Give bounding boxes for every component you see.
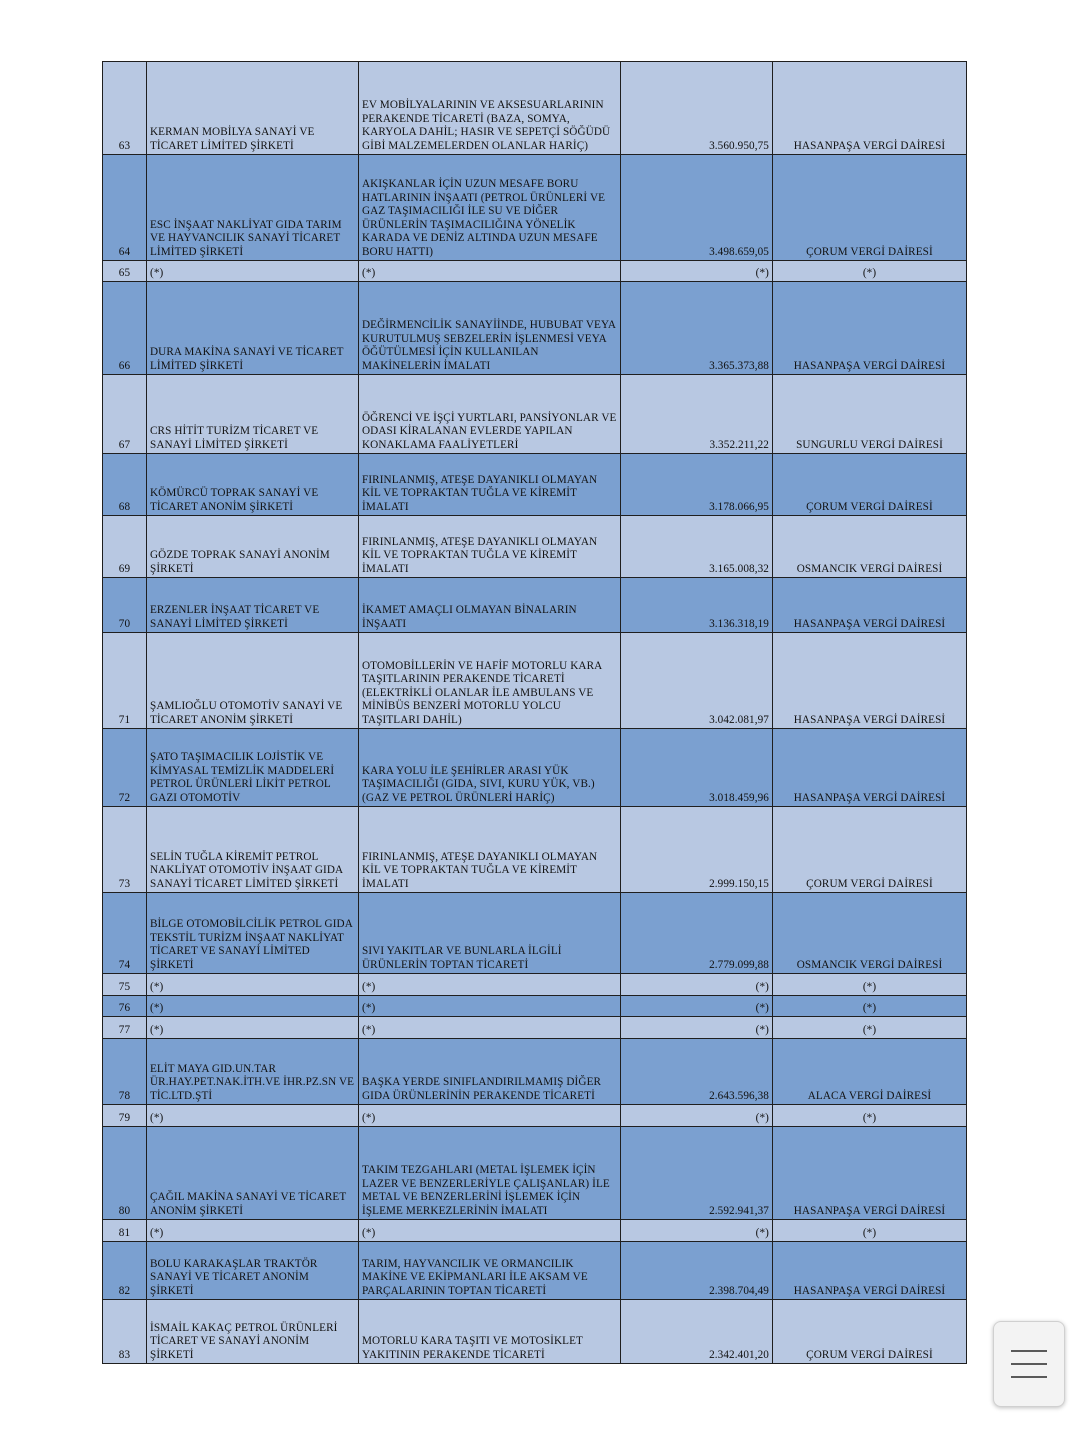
activity-description: MOTORLU KARA TAŞITI VE MOTOSİKLET YAKITININ PERAKENDE TİCARETİ xyxy=(359,1300,621,1364)
table-row xyxy=(103,1242,967,1300)
activity-description: (*) xyxy=(359,1017,621,1039)
amount: 3.498.659,05 xyxy=(621,155,773,261)
company-name: (*) xyxy=(147,1220,359,1242)
activity-description: FIRINLANMIŞ, ATEŞE DAYANIKLI OLMAYAN KİL VE TOPRAKTAN TUĞLA VE KİREMİT İMALATI xyxy=(359,807,621,893)
tax-office: ALACA VERGİ DAİRESİ xyxy=(773,1039,967,1105)
tax-office: ÇORUM VERGİ DAİRESİ xyxy=(773,454,967,516)
company-name: (*) xyxy=(147,261,359,282)
amount: 2.643.596,38 xyxy=(621,1039,773,1105)
tax-office: ÇORUM VERGİ DAİRESİ xyxy=(773,1300,967,1364)
activity-description: OTOMOBİLLERİN VE HAFİF MOTORLU KARA TAŞITLARININ PERAKENDE TİCARETİ (ELEKTRİKLİ OLANLAR İLE AMBULANS VE MİNİBÜS BENZERİ MOTORLU YOLCU TAŞITLARI DAHİL) xyxy=(359,633,621,729)
row-number: 83 xyxy=(103,1300,147,1364)
table-row xyxy=(103,282,967,375)
amount: 3.178.066,95 xyxy=(621,454,773,516)
amount: 3.165.008,32 xyxy=(621,516,773,578)
table-row xyxy=(103,1039,967,1105)
row-number: 80 xyxy=(103,1127,147,1220)
activity-description: TAKIM TEZGAHLARI (METAL İŞLEMEK İÇİN LAZER VE BENZERLERİYLE ÇALIŞANLAR) İLE METAL VE BENZERLERİNİ İŞLEMEK İÇİN İŞLEME MERKEZLERİNİN İMALATI xyxy=(359,1127,621,1220)
table-row xyxy=(103,974,967,996)
row-number: 82 xyxy=(103,1242,147,1300)
table-row xyxy=(103,516,967,578)
table-row xyxy=(103,261,967,282)
tax-office: OSMANCIK VERGİ DAİRESİ xyxy=(773,516,967,578)
amount: (*) xyxy=(621,261,773,282)
activity-description: EV MOBİLYALARININ VE AKSESUARLARININ PERAKENDE TİCARETİ (BAZA, SOMYA, KARYOLA DAHİL; HASIR VE SEPETÇİ SÖĞÜDÜ GİBİ MALZEMELERDEN OLANLAR HARİÇ) xyxy=(359,62,621,155)
tax-list-table xyxy=(102,61,967,1364)
company-name: (*) xyxy=(147,1105,359,1127)
company-name: DURA MAKİNA SANAYİ VE TİCARET LİMİTED ŞİRKETİ xyxy=(147,282,359,375)
company-name: KÖMÜRCÜ TOPRAK SANAYİ VE TİCARET ANONİM ŞİRKETİ xyxy=(147,454,359,516)
tax-office: ÇORUM VERGİ DAİRESİ xyxy=(773,155,967,261)
hamburger-menu-icon xyxy=(1011,1350,1047,1352)
activity-description: (*) xyxy=(359,261,621,282)
table-row xyxy=(103,1220,967,1242)
amount: (*) xyxy=(621,974,773,996)
activity-description: AKIŞKANLAR İÇİN UZUN MESAFE BORU HATLARININ İNŞAATI (PETROL ÜRÜNLERİ VE GAZ TAŞIMACILIĞI İLE SU VE DİĞER ÜRÜNLERİN TAŞIMACILIĞINA YÖNELİK KARADA VE DENİZ ALTINDA UZUN MESAFE BORU HATTI) xyxy=(359,155,621,261)
row-number: 67 xyxy=(103,375,147,454)
amount: 3.042.081,97 xyxy=(621,633,773,729)
company-name: GÖZDE TOPRAK SANAYİ ANONİM ŞİRKETİ xyxy=(147,516,359,578)
amount: 2.779.099,88 xyxy=(621,893,773,974)
activity-description: (*) xyxy=(359,1105,621,1127)
company-name: (*) xyxy=(147,974,359,996)
table-row xyxy=(103,578,967,633)
row-number: 69 xyxy=(103,516,147,578)
tax-office: (*) xyxy=(773,1017,967,1039)
tax-office: HASANPAŞA VERGİ DAİRESİ xyxy=(773,62,967,155)
amount: (*) xyxy=(621,1220,773,1242)
tax-office: HASANPAŞA VERGİ DAİRESİ xyxy=(773,282,967,375)
amount: 3.136.318,19 xyxy=(621,578,773,633)
company-name: KERMAN MOBİLYA SANAYİ VE TİCARET LİMİTED ŞİRKETİ xyxy=(147,62,359,155)
tax-office: (*) xyxy=(773,1220,967,1242)
tax-office: HASANPAŞA VERGİ DAİRESİ xyxy=(773,578,967,633)
row-number: 77 xyxy=(103,1017,147,1039)
activity-description: KARA YOLU İLE ŞEHİRLER ARASI YÜK TAŞIMACILIĞI (GIDA, SIVI, KURU YÜK, VB.) (GAZ VE PETROL ÜRÜNLERİ HARİÇ) xyxy=(359,729,621,807)
table-row xyxy=(103,893,967,974)
activity-description: DEĞİRMENCİLİK SANAYİİNDE, HUBUBAT VEYA KURUTULMUŞ SEBZELERİN İŞLENMESİ VEYA ÖĞÜTÜLMESİ İÇİN KULLANILAN MAKİNELERİN İMALATI xyxy=(359,282,621,375)
company-name: SELİN TUĞLA KİREMİT PETROL NAKLİYAT OTOMOTİV İNŞAAT GIDA SANAYİ TİCARET LİMİTED ŞİRKETİ xyxy=(147,807,359,893)
company-name: ESC İNŞAAT NAKLİYAT GIDA TARIM VE HAYVANCILIK SANAYİ TİCARET LİMİTED ŞİRKETİ xyxy=(147,155,359,261)
company-name: (*) xyxy=(147,996,359,1017)
activity-description: TARIM, HAYVANCILIK VE ORMANCILIK MAKİNE VE EKİPMANLARI İLE AKSAM VE PARÇALARININ TOPTAN TİCARETİ xyxy=(359,1242,621,1300)
company-name: ÇAĞIL MAKİNA SANAYİ VE TİCARET ANONİM ŞİRKETİ xyxy=(147,1127,359,1220)
row-number: 78 xyxy=(103,1039,147,1105)
tax-office: HASANPAŞA VERGİ DAİRESİ xyxy=(773,633,967,729)
amount: 2.592.941,37 xyxy=(621,1127,773,1220)
table-row xyxy=(103,62,967,155)
row-number: 76 xyxy=(103,996,147,1017)
row-number: 73 xyxy=(103,807,147,893)
table-row xyxy=(103,996,967,1017)
tax-office: (*) xyxy=(773,1105,967,1127)
company-name: ŞATO TAŞIMACILIK LOJİSTİK VE KİMYASAL TEMİZLİK MADDELERİ PETROL ÜRÜNLERİ LİKİT PETROL GAZI OTOMOTİV xyxy=(147,729,359,807)
row-number: 81 xyxy=(103,1220,147,1242)
company-name: CRS HİTİT TURİZM TİCARET VE SANAYİ LİMİTED ŞİRKETİ xyxy=(147,375,359,454)
activity-description: İKAMET AMAÇLI OLMAYAN BİNALARIN İNŞAATI xyxy=(359,578,621,633)
row-number: 79 xyxy=(103,1105,147,1127)
amount: (*) xyxy=(621,1105,773,1127)
tax-office: HASANPAŞA VERGİ DAİRESİ xyxy=(773,729,967,807)
table-row xyxy=(103,155,967,261)
amount: (*) xyxy=(621,996,773,1017)
company-name: BOLU KARAKAŞLAR TRAKTÖR SANAYİ VE TİCARET ANONİM ŞİRKETİ xyxy=(147,1242,359,1300)
tax-office: (*) xyxy=(773,974,967,996)
row-number: 74 xyxy=(103,893,147,974)
row-number: 65 xyxy=(103,261,147,282)
row-number: 75 xyxy=(103,974,147,996)
amount: 2.342.401,20 xyxy=(621,1300,773,1364)
activity-description: FIRINLANMIŞ, ATEŞE DAYANIKLI OLMAYAN KİL VE TOPRAKTAN TUĞLA VE KİREMİT İMALATI xyxy=(359,516,621,578)
hamburger-menu-icon-line xyxy=(1011,1363,1047,1365)
table-row xyxy=(103,1105,967,1127)
company-name: ŞAMLIOĞLU OTOMOTİV SANAYİ VE TİCARET ANONİM ŞİRKETİ xyxy=(147,633,359,729)
amount: 2.999.150,15 xyxy=(621,807,773,893)
row-number: 70 xyxy=(103,578,147,633)
amount: (*) xyxy=(621,1017,773,1039)
tax-office: OSMANCIK VERGİ DAİRESİ xyxy=(773,893,967,974)
row-number: 63 xyxy=(103,62,147,155)
company-name: ELİT MAYA GID.UN.TAR ÜR.HAY.PET.NAK.İTH.VE İHR.PZ.SN VE TİC.LTD.ŞTİ xyxy=(147,1039,359,1105)
amount: 3.365.373,88 xyxy=(621,282,773,375)
company-name: BİLGE OTOMOBİLCİLİK PETROL GIDA TEKSTİL TURİZM İNŞAAT NAKLİYAT TİCARET VE SANAYİ LİMİTED ŞİRKETİ xyxy=(147,893,359,974)
menu-button[interactable] xyxy=(993,1321,1065,1407)
activity-description: (*) xyxy=(359,1220,621,1242)
row-number: 64 xyxy=(103,155,147,261)
table-row xyxy=(103,454,967,516)
tax-office: HASANPAŞA VERGİ DAİRESİ xyxy=(773,1127,967,1220)
activity-description: ÖĞRENCİ VE İŞÇİ YURTLARI, PANSİYONLAR VE ODASI KİRALANAN EVLERDE YAPILAN KONAKLAMA FAALİYETLERİ xyxy=(359,375,621,454)
table-row xyxy=(103,1127,967,1220)
amount: 2.398.704,49 xyxy=(621,1242,773,1300)
row-number: 68 xyxy=(103,454,147,516)
activity-description: (*) xyxy=(359,996,621,1017)
tax-office: SUNGURLU VERGİ DAİRESİ xyxy=(773,375,967,454)
tax-office: ÇORUM VERGİ DAİRESİ xyxy=(773,807,967,893)
amount: 3.018.459,96 xyxy=(621,729,773,807)
row-number: 72 xyxy=(103,729,147,807)
table-row xyxy=(103,375,967,454)
row-number: 66 xyxy=(103,282,147,375)
activity-description: SIVI YAKITLAR VE BUNLARLA İLGİLİ ÜRÜNLERİN TOPTAN TİCARETİ xyxy=(359,893,621,974)
table-row xyxy=(103,1017,967,1039)
company-name: ERZENLER İNŞAAT TİCARET VE SANAYİ LİMİTED ŞİRKETİ xyxy=(147,578,359,633)
table-row xyxy=(103,807,967,893)
activity-description: (*) xyxy=(359,974,621,996)
activity-description: FIRINLANMIŞ, ATEŞE DAYANIKLI OLMAYAN KİL VE TOPRAKTAN TUĞLA VE KİREMİT İMALATI xyxy=(359,454,621,516)
hamburger-menu-icon-line xyxy=(1011,1376,1047,1378)
table-row xyxy=(103,729,967,807)
tax-office: HASANPAŞA VERGİ DAİRESİ xyxy=(773,1242,967,1300)
tax-office: (*) xyxy=(773,261,967,282)
amount: 3.560.950,75 xyxy=(621,62,773,155)
tax-office: (*) xyxy=(773,996,967,1017)
company-name: İSMAİL KAKAÇ PETROL ÜRÜNLERİ TİCARET VE SANAYİ ANONİM ŞİRKETİ xyxy=(147,1300,359,1364)
company-name: (*) xyxy=(147,1017,359,1039)
activity-description: BAŞKA YERDE SINIFLANDIRILMAMIŞ DİĞER GIDA ÜRÜNLERİNİN PERAKENDE TİCARETİ xyxy=(359,1039,621,1105)
table-row xyxy=(103,633,967,729)
row-number: 71 xyxy=(103,633,147,729)
table-row xyxy=(103,1300,967,1364)
amount: 3.352.211,22 xyxy=(621,375,773,454)
